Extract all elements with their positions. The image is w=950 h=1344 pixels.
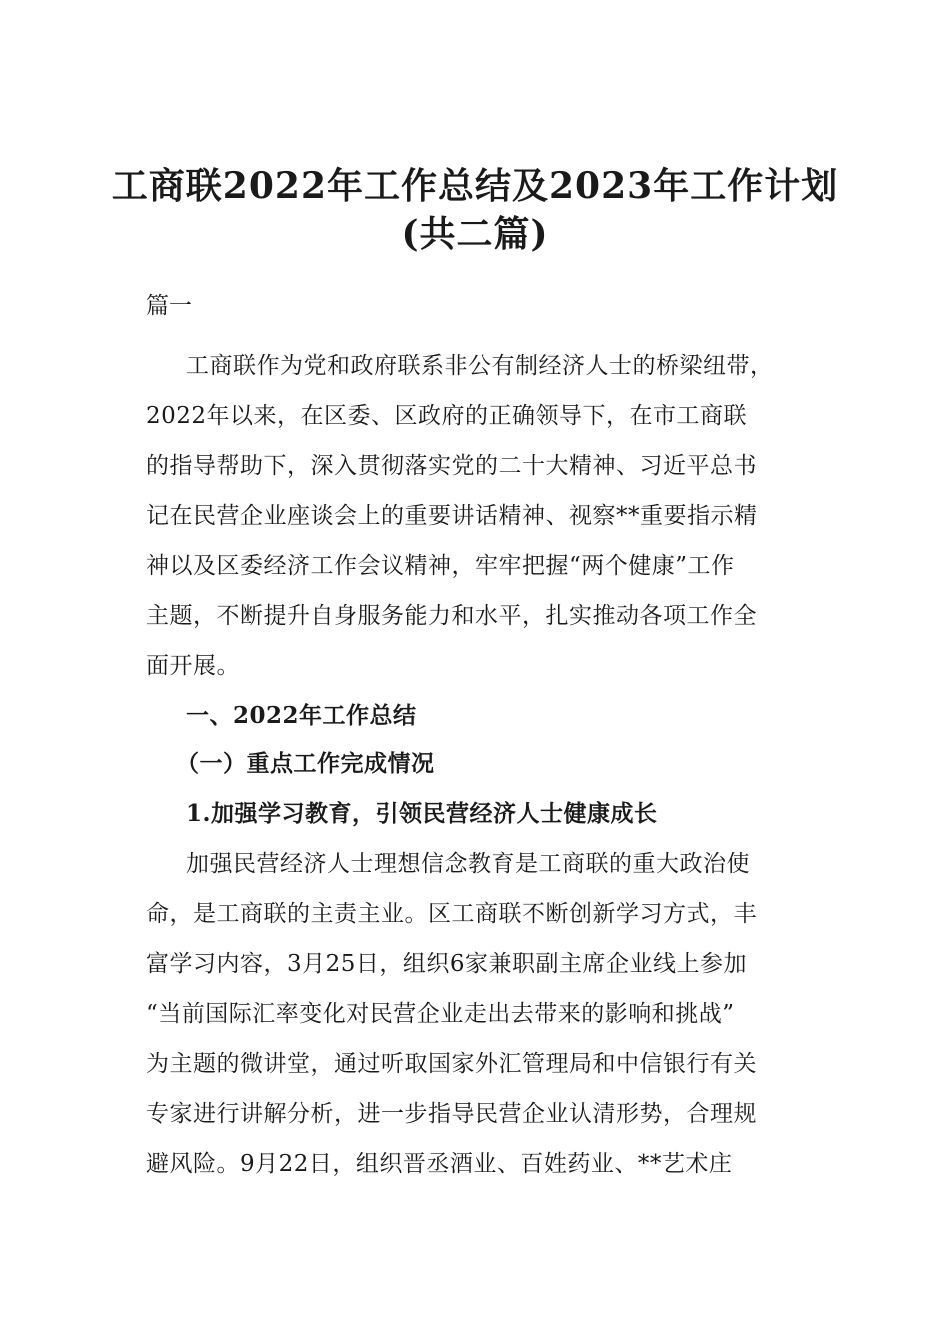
- body-line: 命，是工商联的主责主业。区工商联不断创新学习方式，丰: [146, 901, 757, 927]
- intro-line: 面开展。: [146, 653, 240, 679]
- body-line: 为主题的微讲堂，通过听取国家外汇管理局和中信银行有关: [146, 1051, 757, 1077]
- intro-line: 主题，不断提升自身服务能力和水平，扎实推动各项工作全: [146, 603, 757, 629]
- heading-level3: 1.加强学习教育，引领民营经济人士健康成长: [186, 800, 658, 827]
- intro-line: 2022年以来，在区委、区政府的正确领导下，在市工商联: [146, 403, 748, 429]
- intro-line: 工商联作为党和政府联系非公有制经济人士的桥梁纽带，: [186, 353, 774, 379]
- body-line: 富学习内容，3月25日，组织6家兼职副主席企业线上参加: [146, 951, 748, 977]
- document-title-line1: 工商联2022年工作总结及2023年工作计划: [111, 165, 839, 207]
- heading-level1: 一、2022年工作总结: [186, 702, 417, 729]
- section-label: 篇一: [146, 293, 192, 319]
- intro-line: 记在民营企业座谈会上的重要讲话精神、视察**重要指示精: [146, 503, 758, 529]
- intro-line: 的指导帮助下，深入贯彻落实党的二十大精神、习近平总书: [146, 453, 757, 479]
- body-line: 加强民营经济人士理想信念教育是工商联的重大政治使: [186, 851, 750, 877]
- document-title-line2: (共二篇): [401, 213, 549, 255]
- body-line: 避风险。9月22日，组织晋丞酒业、百姓药业、**艺术庄: [146, 1151, 733, 1177]
- heading-level2: （一）重点工作完成情况: [176, 750, 435, 777]
- body-line: “当前国际汇率变化对民营企业走出去带来的影响和挑战”: [146, 1001, 735, 1027]
- intro-line: 神以及区委经济工作会议精神，牢牢把握“两个健康”工作: [146, 553, 735, 579]
- body-line: 专家进行讲解分析，进一步指导民营企业认清形势，合理规: [146, 1101, 757, 1127]
